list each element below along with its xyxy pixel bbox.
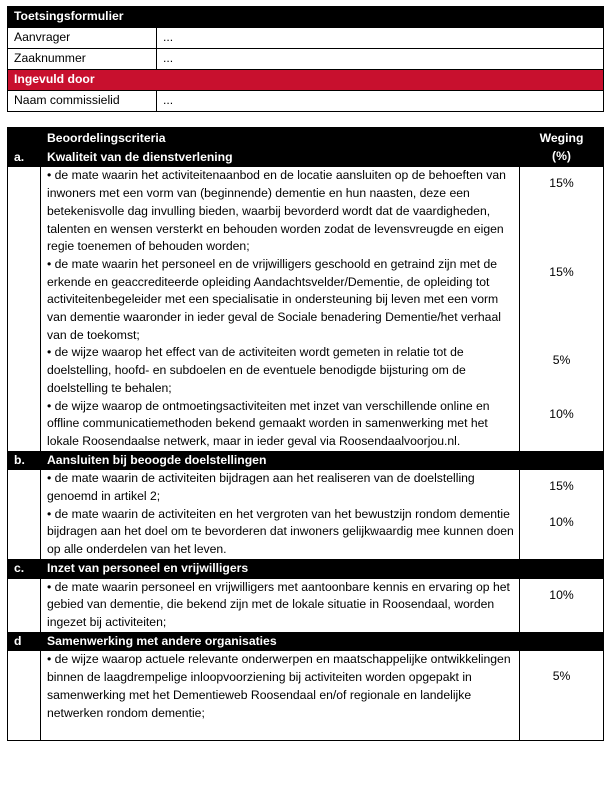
criteria-item-text: • de mate waarin de activiteiten bijdragen aan het realiseren van de doelstelling genoemd in artikel 2; [41,470,520,506]
criteria-item-row [8,651,604,741]
section-title: Kwaliteit van de dienstverlening [41,148,520,167]
section-header-row [8,632,604,651]
form-title: Toetsingsformulier [8,7,604,28]
criteria-item-text: • de wijze waarop de ontmoetingsactiviteiten met inzet van verschillende online en offline communicatiemethoden bekend gemaakt worden in samenwerking met het lokale Roosendaalse netwerk, maar in ieder geval via Roosendaalvoorjou.nl. [41,398,520,452]
form-row-case-number [8,49,604,70]
criteria-item-weight: 5% [520,651,604,741]
section-letter: a. [8,148,41,167]
section-header-row [8,148,604,167]
criteria-header: Beoordelingscriteria [41,128,520,149]
weight-header-label: Weging [539,131,584,145]
section-letter: d [8,632,41,651]
section-header-weight-cell [520,632,604,651]
criteria-item-text: • de mate waarin het activiteitenaanbod en de locatie aansluiten op de behoeften van inwoners met een vorm van (beginnende) dementie en hun naasten, deze een betekenisvolle dag invulling bieden, waarbij bevorderd wordt dat de vaardigheden, talenten en wensen versterkt en behouden worden zodat de levensvreugde en eigen regie toenemen of behouden worden; [41,167,520,256]
criteria-item-text: • de mate waarin het personeel en de vrijwilligers geschoold en getraind zijn met de erkende en geaccrediteerde opleiding Aandachtsvelder/Dementie, de opleiding tot activiteitenbegeleider met een specialisatie in ondersteuning bij leven met een vorm van dementie waaronder in ieder geval de Sociale benadering Dementie/het verhaal van de toekomst; [41,256,520,345]
form-row-applicant [8,28,604,49]
case-number-field[interactable]: ... [157,49,604,70]
criteria-item-row [8,398,604,452]
criteria-table [7,127,604,741]
criteria-item-row [8,256,604,345]
criteria-item-weight: 15% [520,256,604,345]
criteria-item-row [8,578,604,632]
criteria-item-weight: 15% [520,470,604,506]
criteria-item-row [8,506,604,560]
weight-header-unit: (%) [552,148,571,163]
criteria-item-text: • de mate waarin personeel en vrijwilligers met aantoonbare kennis en ervaring op het gebied van dementie, die bekend zijn met de lokale situatie in Roosendaal, worden ingezet bij activiteiten; [41,578,520,632]
section-header-row [8,451,604,470]
criteria-item-weight: 5% [520,344,604,397]
criteria-item-text: • de wijze waarop actuele relevante onderwerpen en maatschappelijke ontwikkelingen binnen de laagdrempelige inloopvoorziening bij activiteiten worden opgepakt in samenwerking met het Dementieweb Roosendaal en/of regionale en landelijke netwerken rondom dementie; [41,651,520,741]
section-header-weight-cell [520,451,604,470]
weight-header [520,128,604,167]
criteria-item-row [8,470,604,506]
section-title: Inzet van personeel en vrijwilligers [41,559,520,578]
member-name-field[interactable]: ... [157,91,604,112]
criteria-item-weight: 10% [520,398,604,452]
item-letter-spacer [8,470,41,560]
criteria-item-weight: 10% [520,578,604,632]
section-header-row [8,559,604,578]
criteria-item-text: • de wijze waarop het effect van de activiteiten wordt gemeten in relatie tot de doelstelling, hoofd- en subdoelen en de eventuele benodigde bijsturing om de doelstelling te behalen; [41,344,520,397]
form-table [7,6,604,112]
section-letter: b. [8,451,41,470]
criteria-item-weight: 10% [520,506,604,560]
field-label: Aanvrager [8,28,157,49]
criteria-item-row [8,344,604,397]
section-title: Aansluiten bij beoogde doelstellingen [41,451,520,470]
form-row-member [8,91,604,112]
field-label: Zaaknummer [8,49,157,70]
header-blank [8,128,41,149]
field-label: Naam commissielid [8,91,157,112]
item-letter-spacer [8,167,41,451]
section-letter: c. [8,559,41,578]
item-letter-spacer [8,651,41,741]
criteria-item-weight: 15% [520,167,604,256]
filled-by-header: Ingevuld door [8,70,604,91]
section-title: Samenwerking met andere organisaties [41,632,520,651]
item-letter-spacer [8,578,41,632]
applicant-field[interactable]: ... [157,28,604,49]
criteria-item-text: • de mate waarin de activiteiten en het vergroten van het bewustzijn rondom dementie bijdragen aan het doel om te bevorderen dat inwoners gelijkwaardig mee kunnen doen op alle onderdelen van het leven. [41,506,520,560]
section-header-weight-cell [520,559,604,578]
criteria-item-row [8,167,604,256]
